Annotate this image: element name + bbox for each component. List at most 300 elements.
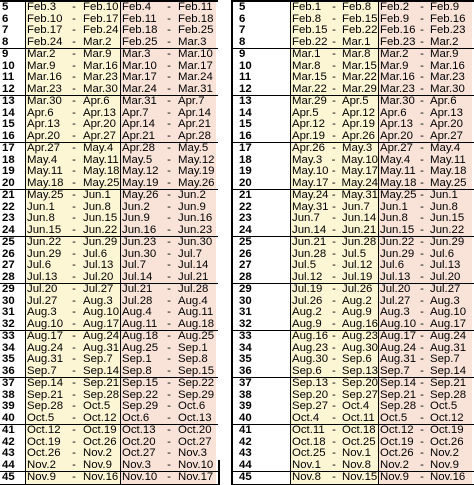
range-start: Mar.29 xyxy=(292,96,327,107)
range-dash: - xyxy=(72,284,76,295)
range-start: Mar.30 xyxy=(27,96,62,107)
range-dash: - xyxy=(167,365,171,377)
range-end: Mar.31 xyxy=(178,83,213,95)
range-end: Mar.16 xyxy=(430,60,465,72)
range-start: May.24 xyxy=(292,190,329,201)
table-row xyxy=(233,354,474,366)
range-dash: - xyxy=(332,49,336,60)
week-range-col-a xyxy=(26,131,121,143)
range-start: Nov.1 xyxy=(292,459,321,471)
week-number: 35 xyxy=(0,354,26,366)
table-row xyxy=(233,131,474,144)
week-number: 16 xyxy=(233,131,291,143)
range-start: May.4 xyxy=(380,154,411,166)
range-dash: - xyxy=(420,2,424,13)
range-start: Feb.9 xyxy=(380,13,410,25)
week-number: 22 xyxy=(233,202,291,214)
range-dash: - xyxy=(72,271,76,283)
range-end: Jun.2 xyxy=(178,190,206,201)
range-dash: - xyxy=(331,166,336,177)
range-end: Aug.18 xyxy=(178,318,215,330)
range-end: Mar.9 xyxy=(83,49,112,60)
range-start: Sep.7 xyxy=(27,365,57,377)
range-dash: - xyxy=(167,331,171,342)
week-number: 24 xyxy=(233,225,291,237)
range-start: Jul.14 xyxy=(122,271,153,283)
week-number: 44 xyxy=(0,460,26,472)
range-start: Sep.20 xyxy=(292,389,329,401)
range-end: Nov.8 xyxy=(342,459,371,471)
table-row xyxy=(233,178,474,191)
range-end: Jul.13 xyxy=(430,260,461,271)
table-row xyxy=(233,84,474,97)
table-row xyxy=(0,284,218,296)
week-range-col-a xyxy=(26,96,121,108)
range-dash: - xyxy=(72,248,76,260)
week-range-col-b xyxy=(379,437,472,449)
range-end: Sep.15 xyxy=(178,365,215,377)
week-range-col-b xyxy=(121,202,216,214)
range-dash: - xyxy=(167,472,171,483)
range-start: Feb.15 xyxy=(292,25,328,36)
range-start: May.3 xyxy=(292,154,323,166)
range-dash: - xyxy=(72,331,76,342)
week-range-col-a xyxy=(291,249,379,261)
range-end: Oct.26 xyxy=(430,436,464,448)
range-dash: - xyxy=(420,72,424,83)
range-start: Oct.5 xyxy=(380,412,408,424)
table-row xyxy=(0,37,218,50)
range-dash: - xyxy=(420,130,424,142)
range-end: Feb.18 xyxy=(178,13,214,25)
table-row xyxy=(233,307,474,319)
week-number: 30 xyxy=(233,296,291,308)
range-dash: - xyxy=(72,13,76,25)
week-number: 13 xyxy=(0,96,26,108)
week-number: 34 xyxy=(0,343,26,355)
range-start: Mar.23 xyxy=(27,83,62,95)
range-end: Apr.6 xyxy=(83,96,110,107)
range-end: Aug.3 xyxy=(83,295,113,307)
range-dash: - xyxy=(332,389,336,401)
range-start: Aug.31 xyxy=(380,354,417,365)
range-end: Apr.26 xyxy=(342,130,375,142)
week-range-col-a xyxy=(26,401,121,413)
week-range-col-b xyxy=(121,72,216,84)
range-dash: - xyxy=(167,248,171,260)
range-dash: - xyxy=(72,130,76,142)
range-end: Apr.19 xyxy=(342,119,375,130)
range-end: Sep.6 xyxy=(342,354,372,365)
week-number: 10 xyxy=(233,61,291,73)
range-start: Mar.31 xyxy=(122,96,157,107)
range-start: Apr.5 xyxy=(292,107,319,119)
range-end: May.18 xyxy=(430,166,467,177)
week-range-col-b xyxy=(121,155,216,167)
range-end: Aug.9 xyxy=(342,307,372,318)
week-range-col-a xyxy=(291,213,379,225)
table-row xyxy=(233,25,474,37)
week-range-col-b xyxy=(121,237,216,249)
week-range-col-b xyxy=(379,343,472,355)
range-end: Jul.27 xyxy=(83,284,114,295)
table-row xyxy=(0,225,218,238)
range-dash: - xyxy=(332,412,336,424)
week-range-col-a xyxy=(26,49,121,61)
range-end: Jun.1 xyxy=(430,190,458,201)
range-start: Aug.2 xyxy=(292,307,322,318)
week-range-col-a xyxy=(291,437,379,449)
range-end: Apr.13 xyxy=(430,107,463,119)
range-end: Jul.19 xyxy=(342,271,373,283)
week-range-col-a xyxy=(291,14,379,26)
week-range-col-b xyxy=(121,366,216,378)
table-row xyxy=(233,319,474,332)
range-end: Oct.11 xyxy=(342,412,375,424)
week-range-col-a xyxy=(291,225,379,237)
range-dash: - xyxy=(332,201,336,213)
range-end: Mar.22 xyxy=(342,72,377,83)
range-dash: - xyxy=(420,459,424,471)
week-range-col-b xyxy=(379,155,472,167)
week-range-col-a xyxy=(26,331,121,343)
range-start: Jul.7 xyxy=(122,260,147,271)
week-range-col-b xyxy=(121,437,216,449)
range-dash: - xyxy=(167,448,171,459)
table-row xyxy=(233,401,474,413)
range-end: Jul.12 xyxy=(342,260,373,271)
week-number: 27 xyxy=(0,260,26,272)
table-row xyxy=(0,390,218,402)
table-row xyxy=(233,343,474,355)
week-range-col-b xyxy=(121,472,216,484)
week-range-col-a xyxy=(26,272,121,284)
range-start: Sep.21 xyxy=(380,389,417,401)
week-number: 35 xyxy=(233,354,291,366)
range-dash: - xyxy=(72,49,76,60)
range-end: Aug.24 xyxy=(430,331,467,342)
week-range-col-b xyxy=(379,378,472,390)
table-row xyxy=(0,366,218,379)
range-dash: - xyxy=(167,213,171,224)
week-number: 6 xyxy=(233,14,291,26)
range-dash: - xyxy=(420,190,424,201)
range-start: Jul.20 xyxy=(380,284,411,295)
range-end: Oct.19 xyxy=(430,425,464,436)
range-start: Mar.3 xyxy=(122,49,151,60)
range-end: Jul.13 xyxy=(83,260,114,271)
table-row xyxy=(233,225,474,238)
table-row xyxy=(0,61,218,73)
range-dash: - xyxy=(167,154,171,166)
range-end: May.19 xyxy=(178,166,215,177)
range-start: Mar.30 xyxy=(380,96,415,107)
range-start: Sep.7 xyxy=(380,365,410,377)
week-number: 23 xyxy=(0,213,26,225)
week-range-col-b xyxy=(121,119,216,131)
week-range-col-b xyxy=(379,143,472,155)
week-range-col-a xyxy=(26,155,121,167)
week-range-col-b xyxy=(379,249,472,261)
week-range-col-a xyxy=(26,319,121,331)
range-end: Aug.2 xyxy=(342,295,372,307)
range-start: Apr.27 xyxy=(380,143,413,154)
range-start: Apr.14 xyxy=(122,119,155,130)
range-end: Sep.14 xyxy=(430,365,467,377)
table-row xyxy=(0,131,218,144)
week-range-col-a xyxy=(26,448,121,460)
range-dash: - xyxy=(420,318,424,330)
range-start: Sep.21 xyxy=(27,389,64,401)
range-start: Jun.28 xyxy=(292,248,327,260)
range-start: May.12 xyxy=(122,166,159,177)
range-dash: - xyxy=(72,190,76,201)
range-dash: - xyxy=(167,284,171,295)
range-end: Feb.16 xyxy=(430,13,466,25)
table-row xyxy=(0,307,218,319)
range-dash: - xyxy=(332,295,336,307)
range-start: Nov.3 xyxy=(122,459,151,471)
week-range-col-a xyxy=(291,131,379,143)
range-start: Jun.9 xyxy=(122,213,150,224)
range-start: Jul.19 xyxy=(292,284,323,295)
range-end: Jul.26 xyxy=(342,284,373,295)
range-start: Nov.2 xyxy=(27,459,56,471)
week-number: 28 xyxy=(0,272,26,284)
week-range-col-b xyxy=(121,260,216,272)
range-start: May.10 xyxy=(292,166,329,177)
range-dash: - xyxy=(72,436,76,448)
range-start: Sep.14 xyxy=(27,378,64,389)
table-row xyxy=(0,202,218,214)
range-start: Oct.4 xyxy=(292,412,320,424)
week-number: 27 xyxy=(233,260,291,272)
range-dash: - xyxy=(167,260,171,271)
range-end: Aug.17 xyxy=(430,318,467,330)
range-start: Aug.16 xyxy=(292,331,329,342)
range-start: Apr.28 xyxy=(122,143,155,154)
range-end: Mar.2 xyxy=(430,36,459,48)
range-end: Sep.14 xyxy=(83,365,120,377)
range-dash: - xyxy=(420,143,424,154)
week-range-col-b xyxy=(379,202,472,214)
week-range-col-b xyxy=(379,213,472,225)
range-end: Mar.30 xyxy=(83,83,118,95)
range-end: Jul.6 xyxy=(83,248,108,260)
range-end: Oct.13 xyxy=(178,412,212,424)
week-range-col-b xyxy=(379,190,472,202)
range-start: Aug.3 xyxy=(27,307,57,318)
week-number: 21 xyxy=(233,190,291,202)
range-end: Apr.14 xyxy=(178,107,211,119)
table-row xyxy=(0,472,218,484)
range-dash: - xyxy=(72,412,76,424)
range-end: Jun.14 xyxy=(342,213,377,224)
week-number: 41 xyxy=(233,425,291,437)
week-number: 45 xyxy=(0,472,26,484)
range-end: Mar.3 xyxy=(178,36,207,48)
range-start: Jun.2 xyxy=(122,201,150,213)
week-number: 39 xyxy=(0,401,26,413)
range-start: Sep.29 xyxy=(122,401,159,412)
range-end: Apr.27 xyxy=(430,130,463,142)
range-dash: - xyxy=(420,425,424,436)
range-dash: - xyxy=(332,342,336,354)
range-end: Mar.23 xyxy=(430,72,465,83)
week-range-col-a xyxy=(26,202,121,214)
range-start: Jun.14 xyxy=(292,224,327,236)
range-start: Aug.9 xyxy=(292,318,322,330)
range-start: Mar.16 xyxy=(27,72,62,83)
range-dash: - xyxy=(72,107,76,119)
range-start: Jul.28 xyxy=(122,295,153,307)
range-end: May.24 xyxy=(341,177,378,189)
range-end: Oct.12 xyxy=(430,412,464,424)
range-start: Sep.27 xyxy=(292,401,329,412)
range-end: Apr.12 xyxy=(342,107,375,119)
range-dash: - xyxy=(420,213,424,224)
week-range-col-a xyxy=(26,249,121,261)
week-number: 33 xyxy=(0,331,26,343)
range-start: Nov.2 xyxy=(380,459,409,471)
range-start: Jul.6 xyxy=(27,260,52,271)
table-row xyxy=(233,37,474,50)
week-number: 37 xyxy=(233,378,291,390)
range-end: Apr.27 xyxy=(83,130,116,142)
week-range-col-b xyxy=(121,272,216,284)
table-row xyxy=(0,437,218,449)
week-number: 11 xyxy=(0,72,26,84)
week-range-col-a xyxy=(26,190,121,202)
range-dash: - xyxy=(420,448,424,459)
week-range-col-a xyxy=(291,319,379,331)
range-start: Sep.6 xyxy=(292,365,322,377)
range-end: Oct.18 xyxy=(342,425,376,436)
week-range-col-a xyxy=(26,307,121,319)
range-start: May.11 xyxy=(380,166,416,177)
range-start: Apr.13 xyxy=(27,119,60,130)
range-dash: - xyxy=(72,318,76,330)
week-number: 10 xyxy=(0,61,26,73)
range-end: Jun.8 xyxy=(83,201,111,213)
week-range-col-a xyxy=(26,143,121,155)
range-dash: - xyxy=(72,224,76,236)
range-start: Sep.8 xyxy=(122,365,152,377)
range-end: May.12 xyxy=(178,154,215,166)
table-row xyxy=(233,390,474,402)
week-number: 31 xyxy=(0,307,26,319)
range-end: Jun.15 xyxy=(430,213,465,224)
range-end: Nov.17 xyxy=(178,472,214,483)
range-end: Aug.17 xyxy=(83,318,120,330)
week-number: 5 xyxy=(233,2,291,14)
range-dash: - xyxy=(420,201,424,213)
range-dash: - xyxy=(72,295,76,307)
range-end: Nov.2 xyxy=(430,448,459,459)
week-number: 16 xyxy=(0,131,26,143)
range-start: Jun.29 xyxy=(27,248,62,260)
range-start: May.5 xyxy=(122,154,153,166)
range-end: Apr.20 xyxy=(83,119,116,130)
week-range-col-a xyxy=(291,425,379,437)
range-end: May.17 xyxy=(341,166,378,177)
week-range-col-a xyxy=(291,49,379,61)
range-dash: - xyxy=(167,436,171,448)
range-dash: - xyxy=(167,224,171,236)
week-number: 42 xyxy=(0,437,26,449)
range-dash: - xyxy=(332,119,336,130)
week-number: 39 xyxy=(233,401,291,413)
week-range-col-a xyxy=(26,437,121,449)
range-dash: - xyxy=(167,271,171,283)
week-range-col-a xyxy=(26,343,121,355)
range-end: Oct.5 xyxy=(83,401,111,412)
range-start: Jun.15 xyxy=(380,224,415,236)
week-range-col-b xyxy=(121,307,216,319)
range-dash: - xyxy=(332,36,336,48)
range-start: Aug.17 xyxy=(380,331,417,342)
week-number: 5 xyxy=(0,2,26,14)
range-dash: - xyxy=(167,389,171,401)
table-row xyxy=(0,178,218,191)
range-end: May.4 xyxy=(83,143,114,154)
range-dash: - xyxy=(420,96,424,107)
table-row xyxy=(233,96,474,108)
week-number: 44 xyxy=(233,460,291,472)
range-dash: - xyxy=(167,237,171,248)
range-dash: - xyxy=(167,295,171,307)
range-dash: - xyxy=(420,472,424,483)
range-end: Mar.16 xyxy=(83,60,118,72)
week-number: 8 xyxy=(233,37,291,49)
range-dash: - xyxy=(420,154,424,166)
range-start: Jun.29 xyxy=(380,248,415,260)
range-start: Aug.31 xyxy=(27,354,64,365)
range-start: Jun.1 xyxy=(27,201,55,213)
range-end: Feb.23 xyxy=(430,25,466,36)
range-dash: - xyxy=(72,166,76,177)
range-start: Aug.23 xyxy=(292,342,329,354)
week-number: 18 xyxy=(0,155,26,167)
range-start: Apr.26 xyxy=(292,143,325,154)
range-end: Sep.28 xyxy=(430,389,467,401)
week-table-right xyxy=(231,0,474,485)
week-range-col-a xyxy=(26,425,121,437)
week-range-col-b xyxy=(121,448,216,460)
range-end: Oct.5 xyxy=(430,401,458,412)
table-row xyxy=(233,425,474,437)
range-end: Jul.20 xyxy=(430,271,461,283)
table-row xyxy=(0,319,218,332)
week-range-col-b xyxy=(121,166,216,178)
week-range-col-a xyxy=(291,37,379,49)
range-start: Aug.11 xyxy=(122,318,158,330)
table-row xyxy=(0,108,218,120)
week-range-col-b xyxy=(121,413,216,425)
range-end: Sep.21 xyxy=(83,378,120,389)
range-start: May.18 xyxy=(27,177,64,189)
range-start: Sep.14 xyxy=(380,378,417,389)
range-end: Jun.9 xyxy=(178,201,206,213)
range-dash: - xyxy=(332,472,336,483)
table-row xyxy=(233,155,474,167)
range-start: Aug.18 xyxy=(122,331,159,342)
range-end: Feb.24 xyxy=(83,25,119,36)
week-range-col-b xyxy=(379,413,472,425)
week-range-col-a xyxy=(291,390,379,402)
range-end: Mar.29 xyxy=(342,83,377,95)
table-row xyxy=(0,14,218,26)
